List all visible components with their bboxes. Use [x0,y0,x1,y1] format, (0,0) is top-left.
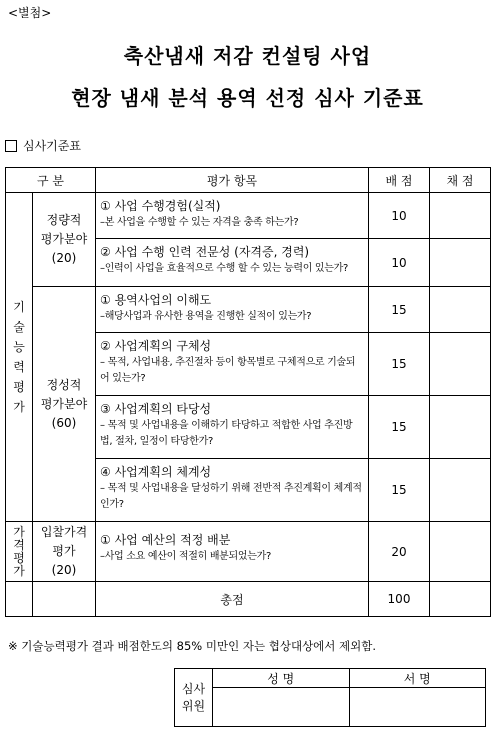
name-header: 성 명 [213,669,350,688]
section-heading [5,137,81,154]
points-value: 15 [369,396,430,459]
criteria-item: ① 사업 수행경험(실적) –본 사업을 수행할 수 있는 자격을 충족 하는가? [96,193,369,239]
header-category: 구 분 [6,168,96,193]
table-header-row [6,168,491,193]
score-cell[interactable] [430,193,491,239]
score-cell[interactable] [430,333,491,396]
attachment-label: <별첨> [8,6,52,20]
points-value: 15 [369,287,430,333]
signature-field[interactable] [349,688,486,727]
group-technical: 기 술 능 력 평 가 [6,193,33,522]
sub-price: 입찰가격 평가 (20) [33,522,96,582]
signature-table [174,668,486,727]
score-cell[interactable] [430,522,491,582]
table-row [6,287,491,333]
total-label: 총점 [96,582,369,617]
total-row [6,582,491,617]
criteria-item: ③ 사업계획의 타당성 – 목적 및 사업내용을 이해하기 타당하고 적합한 사업 추진방법, 절차, 일정이 타당한가? [96,396,369,459]
criteria-item: ④ 사업계획의 체계성 – 목적 및 사업내용을 달성하기 위해 전반적 추진계획이 체계적인가? [96,459,369,522]
score-cell[interactable] [430,396,491,459]
points-value: 15 [369,459,430,522]
criteria-table [5,167,491,617]
score-cell[interactable] [430,459,491,522]
group-price: 가 격 평 가 [6,522,33,582]
table-row [6,193,491,239]
footnote: ※ 기술능력평가 결과 배점한도의 85% 미만인 자는 협상대상에서 제외함. [8,639,377,653]
document-title-line1: 축산냄새 저감 컨설팅 사업 [123,44,372,68]
sub-quantitative: 정량적 평가분야 (20) [33,193,96,287]
reviewer-label: 심사 위원 [175,669,213,727]
table-row [6,522,491,582]
points-value: 20 [369,522,430,582]
criteria-item: ① 사업 예산의 적정 배분 –사업 소요 예산이 적절히 배분되었는가? [96,522,369,582]
document-title-line2: 현장 냄새 분석 용역 선정 심사 기준표 [71,86,424,110]
header-points: 배 점 [369,168,430,193]
header-items: 평가 항목 [96,168,369,193]
total-value: 100 [369,582,430,617]
criteria-item: ① 용역사업의 이해도 –해당사업과 유사한 용역을 진행한 실적이 있는가? [96,287,369,333]
total-score-cell[interactable] [430,582,491,617]
criteria-item: ② 사업계획의 구체성 – 목적, 사업내용, 추진절차 등이 항목별로 구체적으로 기술되어 있는가? [96,333,369,396]
sub-qualitative: 정성적 평가분야 (60) [33,287,96,522]
score-cell[interactable] [430,287,491,333]
header-score: 채 점 [430,168,491,193]
name-field[interactable] [213,688,350,727]
sign-header: 서 명 [349,669,486,688]
criteria-item: ② 사업 수행 인력 전문성 (자격증, 경력) –인력이 사업을 효율적으로 수행 할 수 있는 능력이 있는가? [96,239,369,287]
points-value: 15 [369,333,430,396]
checkbox-square-icon [5,140,17,152]
score-cell[interactable] [430,239,491,287]
points-value: 10 [369,193,430,239]
points-value: 10 [369,239,430,287]
section-label: 심사기준표 [23,139,81,153]
